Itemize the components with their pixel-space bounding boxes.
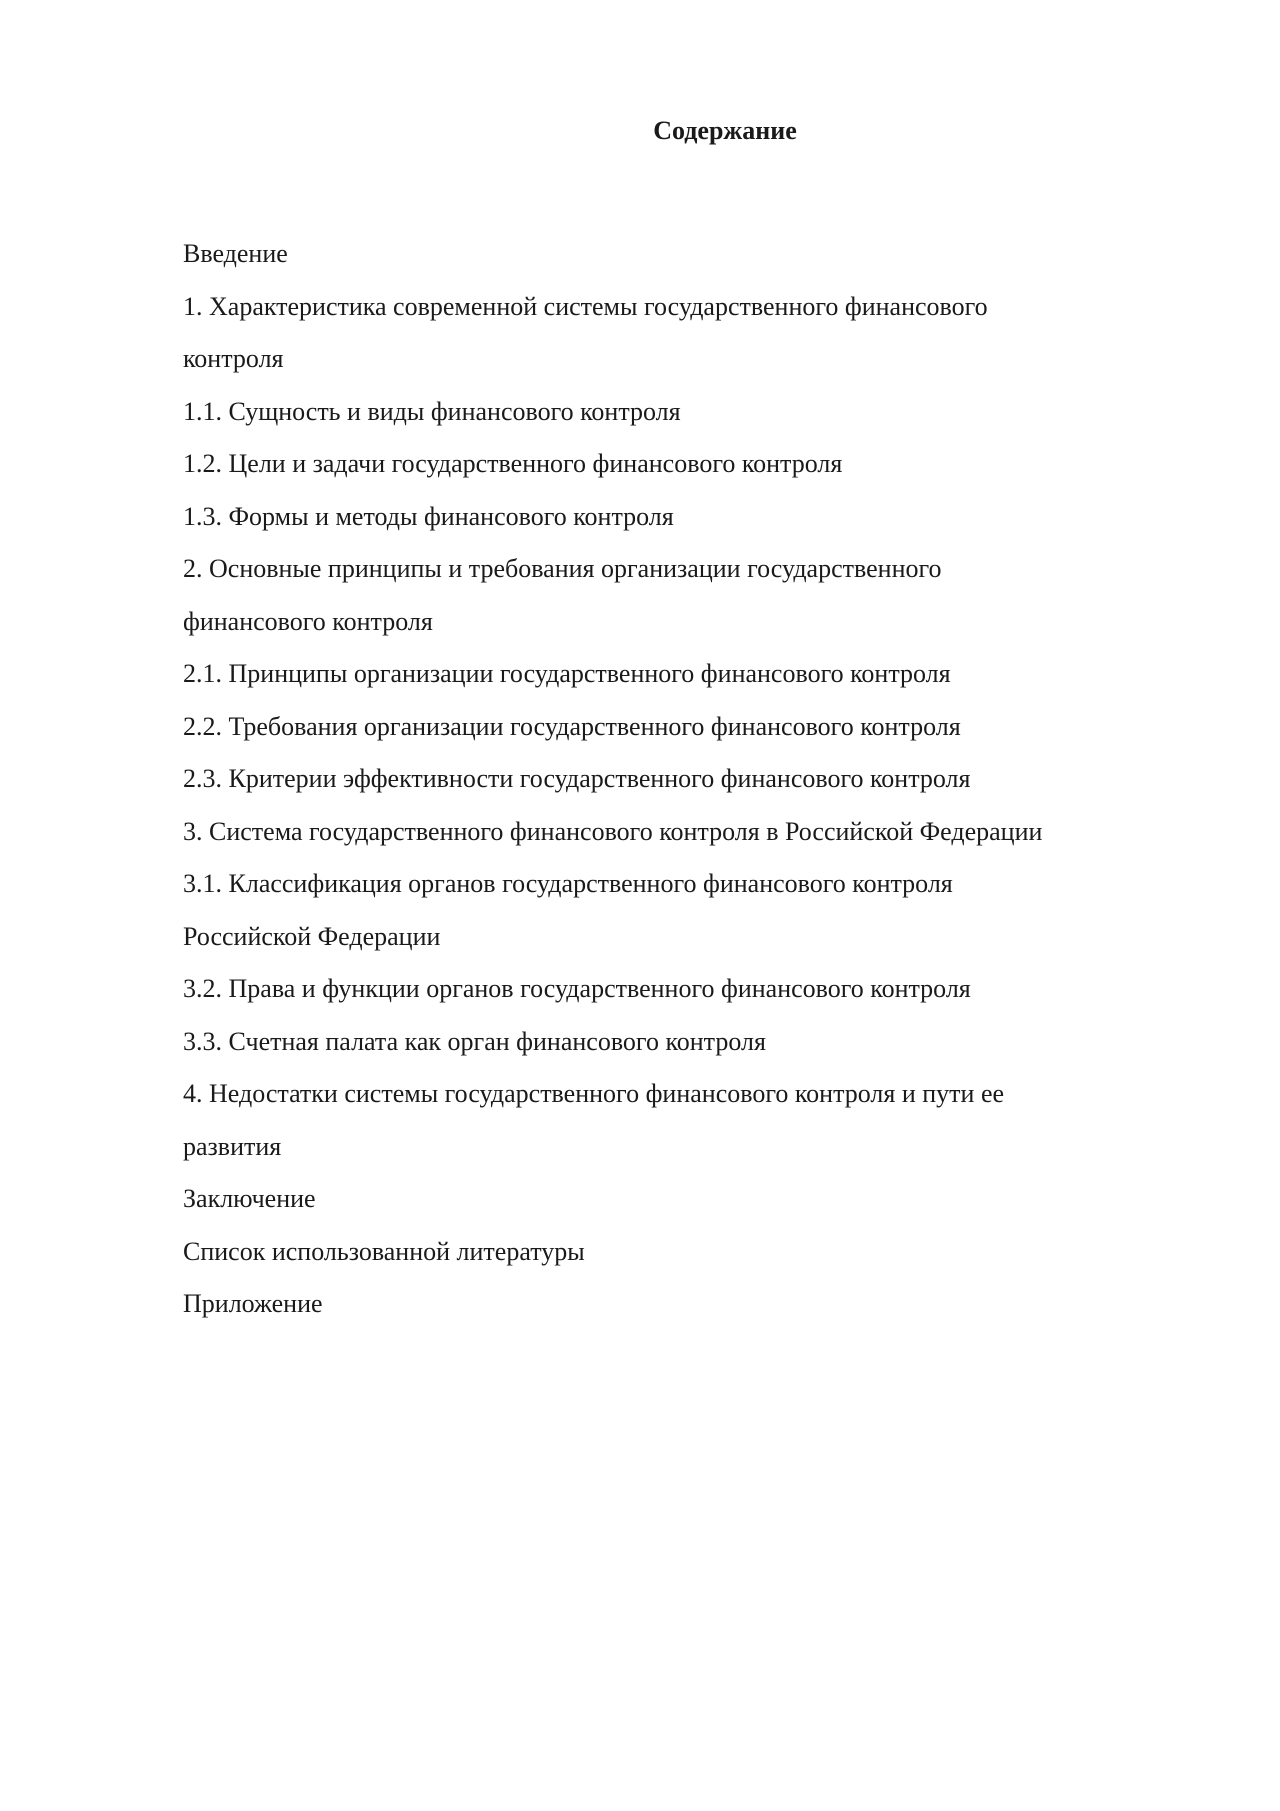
toc-line: 2.2. Требования организации государственного финансового контроля: [183, 711, 961, 741]
table-of-contents: [183, 228, 1203, 1331]
toc-line: Приложение: [183, 1289, 323, 1318]
toc-line: 1.1. Сущность и виды финансового контроля: [183, 396, 681, 426]
toc-line: 1. Характеристика современной системы государственного финансового: [183, 291, 988, 321]
toc-line: 2. Основные принципы и требования организации государственного: [183, 554, 942, 583]
page-title: Содержание: [653, 116, 797, 145]
toc-line: 2.1. Принципы организации государственного финансового контроля: [183, 659, 951, 688]
toc-line: 2.3. Критерии эффективности государственного финансового контроля: [183, 764, 971, 793]
toc-line: финансового контроля: [183, 606, 433, 636]
toc-line: Российской Федерации: [183, 921, 441, 951]
toc-line: 3.1. Классификация органов государственного финансового контроля: [183, 869, 953, 898]
toc-line: Заключение: [183, 1184, 316, 1213]
toc-line: 3.3. Счетная палата как орган финансового контроля: [183, 1026, 766, 1056]
toc-line: 1.3. Формы и методы финансового контроля: [183, 501, 674, 531]
toc-line: Введение: [183, 239, 288, 268]
toc-line: 3.2. Права и функции органов государственного финансового контроля: [183, 974, 971, 1003]
toc-line: 1.2. Цели и задачи государственного финансового контроля: [183, 449, 843, 478]
toc-line: контроля: [183, 344, 284, 373]
toc-line: Список использованной литературы: [183, 1236, 585, 1266]
toc-line: 3. Система государственного финансового контроля в Российской Федерации: [183, 816, 1043, 846]
toc-line: 4. Недостатки системы государственного финансового контроля и пути ее: [183, 1079, 1005, 1108]
toc-line: развития: [183, 1131, 282, 1161]
